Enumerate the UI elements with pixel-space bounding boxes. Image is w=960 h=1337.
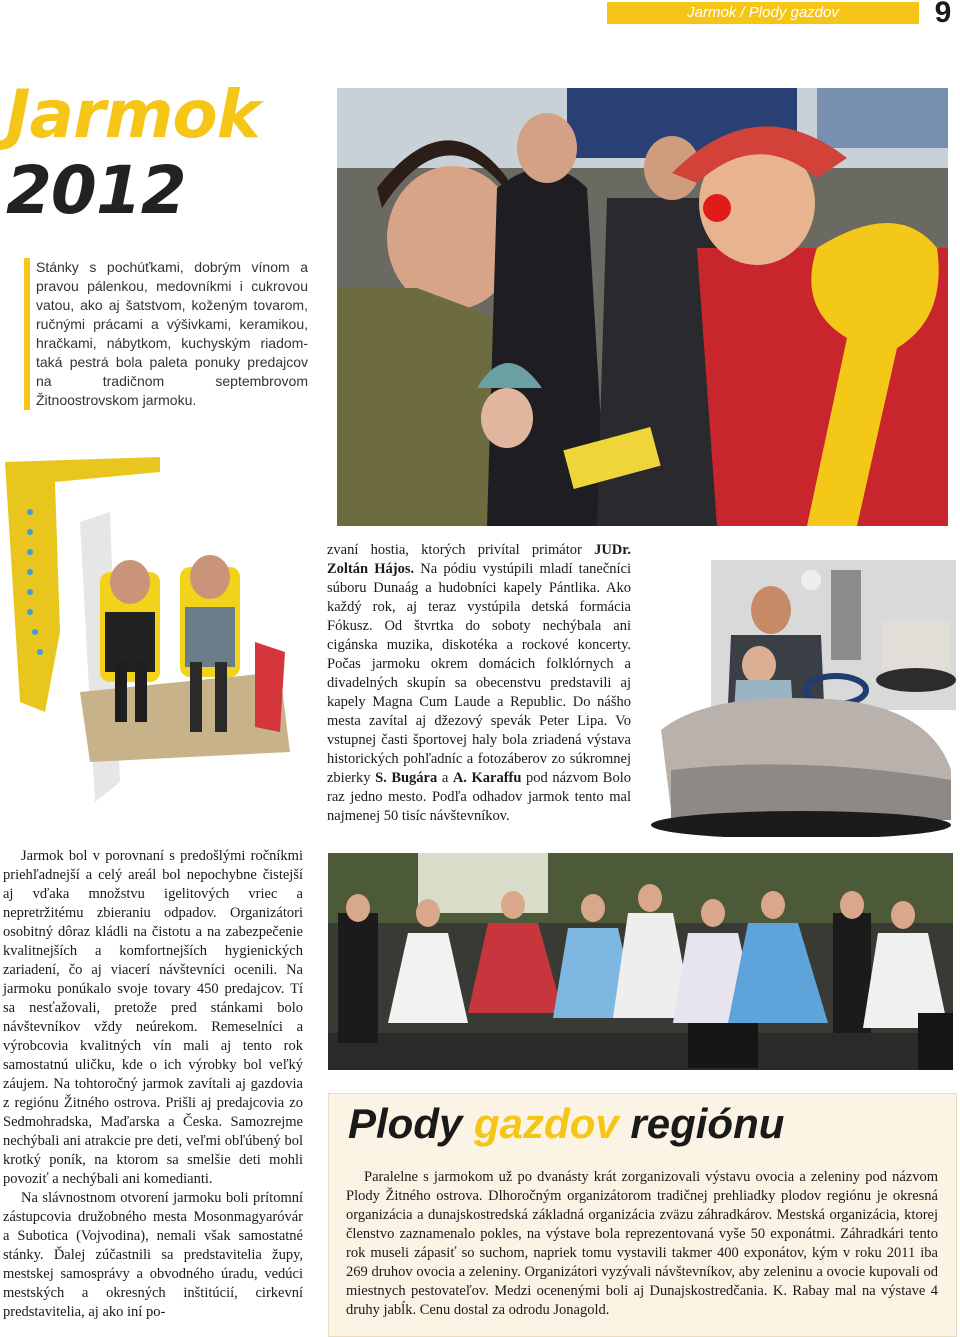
section-label: Jarmok / Plody gazdov <box>687 4 839 21</box>
photo-fair-ride <box>0 452 300 824</box>
box-title: Plody gazdov regiónu <box>348 1100 785 1147</box>
lead-paragraph: Stánky s pochúťkami, dobrým vínom a pravou pálenkou, medovníkmi i cukrovou vatou, ako aj šatstvom, koženým tovarom, ručnými prácami a výšivkami, keramikou, hračkami, nábytkom, kuchyským riadom- taká pestrá bola paleta ponuky predajcov na tradičnom septembrovom Žitnoostrovskom jarmoku. <box>36 259 308 408</box>
paragraph: Jarmok bol v porovnaní s predošlými ročníkmi priehľadnejší a celý areál bol nepochybne čistejší aj vďaka množstvu igelitových vriec a nepretržitému zbieraniu odpadov. Organizátori osobitný dôraz kládli na čistotu a na zabezpečenie kvalitnejších a komfortnejších hygienických zariadení, čo aj viacerí návštevníci ocenili. Na jarmoku ponúkalo svoje tovary 450 predajcov. Tí sa nesťažovali, pretože pred stánkami bolo návštevníkov vždy neúrekom. Remeselníci a výrobcovia kvalitných vín mali aj tento rok samostatnú uličku, kde o ich výrobky bol veľký záujem. Na tohtoročný jarmok zavítali aj gazdovia z regiónu Žitného ostrova. Prišli aj predajcovia zo Sedmohradska, Maďarska a Česka. Samozrejme nechýbali ani atrakcie pre deti, veľmi obľúbený bol krotký poník, na ktorom sa smelšie deti mohli povoziť a nechýbali ani komedianti. <box>3 848 303 1187</box>
article-column-left <box>3 847 303 1322</box>
photo-clown-crowd-image <box>337 88 948 526</box>
paragraph: Paralelne s jarmokom už po dvanásty krát zorganizovali výstavu ovocia a zeleniny pod názvom Plody Žitného ostrova. Dlhoročným organizátorom tradičnej prehliadky plodov regiónu je okresná organizácia a dunajskostredská základná organizácia zväzu záhradkárov. Mestská organizácia, ktorej členstvo zaznamenalo pokles, na výstave bola reprezentovaná vyše 50 exponátmi. Záhradkári tento rok museli zápasiť so suchom, napriek tomu vystavili takmer 400 exponátov, kým v roku 2011 iba 269 druhov ovocia a zeleniny. Organizátori vyzývali návštevníkov, aby zeleninu a ovocie kupovali od miestnych pestovateľov. Medzi ocenenými boli aj Dunajskostredčania. K. Rabay mal na výstave 4 druhy jabĺk. Cenu dostal za odrodu Jonagold. <box>346 1169 938 1318</box>
photo-bumper-car-image <box>651 540 956 837</box>
name-highlight: A. Karaffu <box>452 770 522 786</box>
name-highlight: JUDr. Zoltán Hájos. <box>327 542 631 577</box>
photo-fair-ride-image <box>0 452 300 824</box>
box-title-accent: gazdov <box>474 1100 619 1147</box>
page-number: 9 <box>934 0 952 29</box>
name-highlight: S. Bugára <box>375 770 438 786</box>
paragraph: Na slávnostnom otvorení jarmoku boli prítomní zástupcovia družobného mesta Mosonmagyaróvár a Subotica (Vojvodina), nemali však samostatné stánky. Ďalej zúčastnili sa predstavitelia župy, mestskej samosprávy a obvodného úradu, vedúci mestských a okresných inštitúcií, cirkevní predstavitelia, aj ako iní po- <box>3 1190 303 1320</box>
photo-folk-dancers <box>328 853 953 1070</box>
article-column-middle: zvaní hostia, ktorých privítal primátor JUDr. Zoltán Hájos. Na pódiu vystúpili mladí tanečníci súboru Dunaág a hudobníci kapely Pántlika. Ako každý rok, aj teraz vystúpila detská formácia Fókusz. Od štvrtka do soboty nechýbala ani cigánska muzika, diskotéka a rockové koncerty. Počas jarmoku okrem domácich folklórnych a divadelných skupín sa obecenstvu predstavili aj kapely Magna Cum Laude a Republic. Do nášho mesta zavítal aj džezový spevák Peter Lipa. Vo vstupnej časti športovej haly bola zriadená výstava historických pohľadníc a fotozáberov zo súkromnej zbierky S. Bugára a A. Karaffu pod názvom Bolo raz jedno mesto. Podľa odhadov jarmok tento mal najmenej 50 tisíc návštevníkov. <box>327 542 632 824</box>
lead-accent-stripe <box>24 258 30 410</box>
photo-clown-crowd <box>337 88 948 526</box>
photo-bumper-car <box>651 540 956 837</box>
photo-folk-dancers-image <box>328 853 953 1070</box>
article-title-line2: 2012 <box>6 152 186 229</box>
article-title-line1: Jarmok <box>6 76 260 153</box>
box-text <box>346 1168 938 1320</box>
